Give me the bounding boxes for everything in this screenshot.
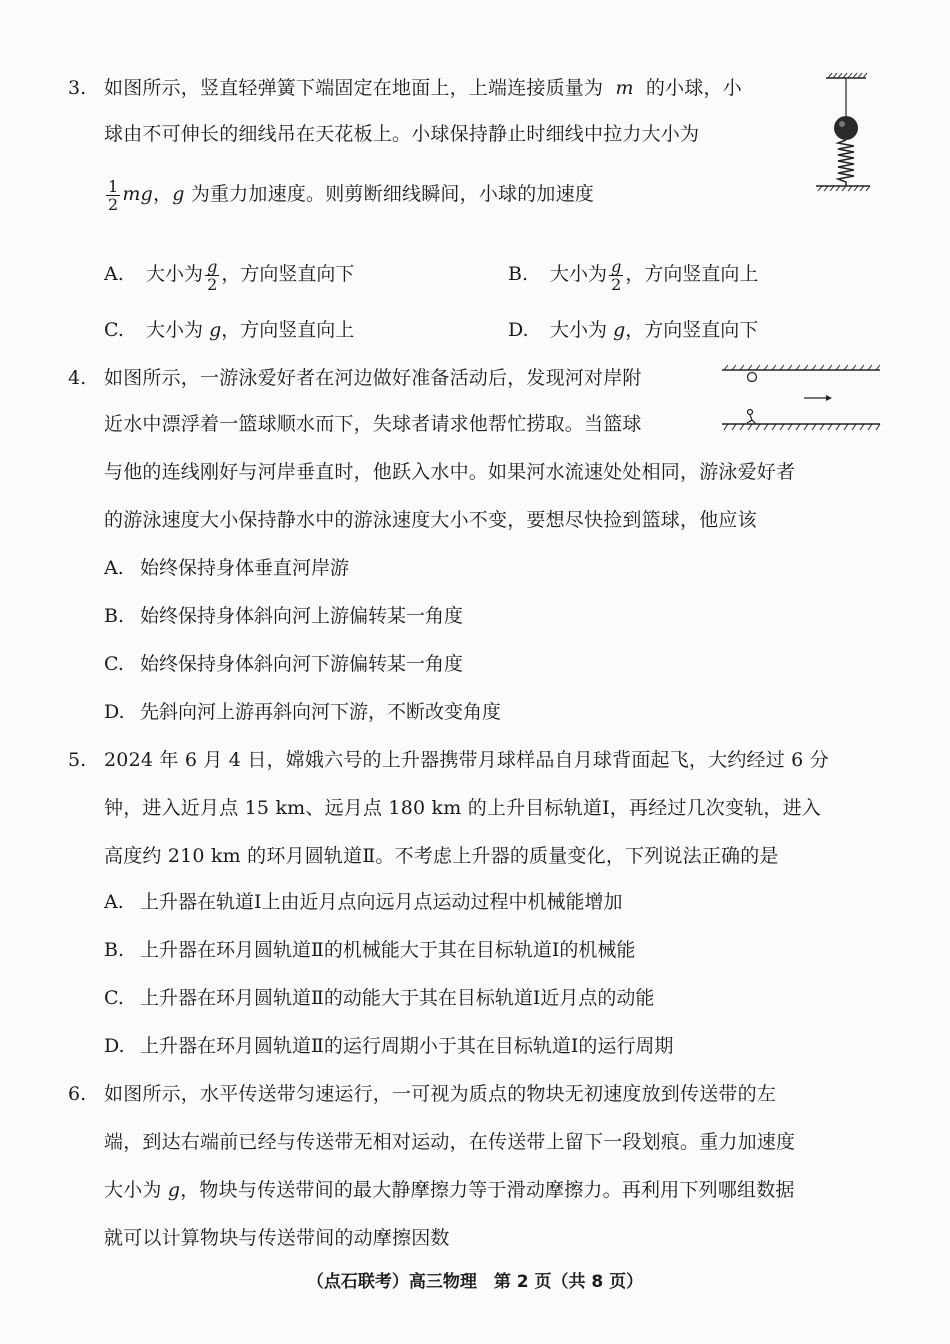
fraction-denominator: 2 bbox=[611, 274, 622, 294]
spring-ball-figure bbox=[812, 72, 872, 197]
option-text: 大小为 bbox=[550, 319, 608, 341]
text-segment: 如图所示，竖直轻弹簧下端固定在地面上，上端连接质量为 bbox=[104, 77, 604, 99]
option-d[interactable] bbox=[104, 1034, 673, 1058]
option-text: ，方向竖直向下 bbox=[625, 319, 759, 341]
variable-g: g bbox=[209, 319, 222, 341]
option-label: B. bbox=[508, 263, 529, 285]
option-d[interactable] bbox=[104, 700, 501, 724]
question-text-line: 就可以计算物块与传送带间的动摩擦因数 bbox=[104, 1227, 450, 1249]
question-text-line: $\frac{1}{2}$ mg，g 为重力加速度。则剪断细线瞬间，小球的加速度 bbox=[108, 176, 595, 214]
fraction-g-over-2 bbox=[609, 258, 623, 293]
option-a[interactable] bbox=[104, 890, 623, 914]
option-label: B. bbox=[104, 605, 125, 627]
question-text-line: 2024 年 6 月 4 日，嫦娥六号的上升器携带月球样品自月球背面起飞，大约经过 6 分 bbox=[104, 749, 829, 771]
question-text-line: 端，到达右端前已经与传送带无相对运动，在传送带上留下一段划痕。重力加速度 bbox=[104, 1131, 796, 1153]
swimmer-icon bbox=[747, 410, 756, 425]
page-footer: （点石联考）高三物理 第 2 页（共 8 页） bbox=[306, 1272, 644, 1292]
option-label: B. bbox=[104, 939, 125, 961]
question-text-line: 近水中漂浮着一篮球顺水而下，失球者请求他帮忙捞取。当篮球 bbox=[104, 413, 642, 435]
option-label: D. bbox=[104, 701, 125, 723]
question-text-line bbox=[104, 76, 742, 100]
option-label: C. bbox=[104, 653, 124, 675]
option-a[interactable] bbox=[104, 556, 349, 580]
option-text: 上升器在环月圆轨道Ⅱ的机械能大于其在目标轨道Ⅰ的机械能 bbox=[140, 939, 636, 961]
question-text-line: 如图所示，水平传送带匀速运行，一可视为质点的物块无初速度放到传送带的左 bbox=[104, 1083, 777, 1105]
option-text: ，方向竖直向上 bbox=[221, 319, 355, 341]
option-text: 先斜向河上游再斜向河下游，不断改变角度 bbox=[140, 701, 502, 723]
question-text-line: 的游泳速度大小保持静水中的游泳速度大小不变，要想尽快捡到篮球，他应该 bbox=[104, 509, 757, 531]
text-segment: 大小为 bbox=[104, 1179, 162, 1201]
option-text: 始终保持身体斜向河上游偏转某一角度 bbox=[140, 605, 464, 627]
question-number: 5. bbox=[68, 749, 87, 771]
option-b[interactable] bbox=[104, 604, 463, 628]
question-text-line: 钟，进入近月点 15 km、远月点 180 km 的上升目标轨道Ⅰ，再经过几次变轨，进入 bbox=[104, 797, 822, 819]
question-text-line: 球由不可伸长的细线吊在天花板上。小球保持静止时细线中拉力大小为 bbox=[104, 123, 700, 145]
option-c[interactable] bbox=[104, 318, 354, 342]
option-text: ，方向竖直向下 bbox=[221, 263, 355, 285]
option-text: 始终保持身体斜向河下游偏转某一角度 bbox=[140, 653, 464, 675]
fraction-numerator: g bbox=[207, 256, 218, 276]
option-label: A. bbox=[104, 263, 124, 285]
option-d[interactable] bbox=[508, 318, 758, 342]
text-segment: 的小球，小 bbox=[645, 77, 742, 99]
option-text: 大小为 bbox=[146, 319, 204, 341]
variable-g: g bbox=[172, 183, 185, 205]
text-segment: 为重力加速度。则剪断细线瞬间，小球的加速度 bbox=[190, 183, 595, 205]
option-text: 大小为 bbox=[550, 263, 608, 285]
question-text-line: 与他的连线刚好与河岸垂直时，他跃入水中。如果河水流速处处相同，游泳爱好者 bbox=[104, 461, 796, 483]
option-label: D. bbox=[104, 1035, 125, 1057]
fraction-denominator: 2 bbox=[108, 194, 119, 214]
option-text: 大小为 bbox=[146, 263, 204, 285]
basketball-icon bbox=[748, 373, 757, 382]
option-label: C. bbox=[104, 319, 124, 341]
option-b[interactable] bbox=[508, 257, 758, 293]
text-segment: ，物块与传送带间的最大静摩擦力等于滑动摩擦力。再利用下列哪组数据 bbox=[180, 1179, 795, 1201]
option-c[interactable] bbox=[104, 986, 654, 1010]
option-a[interactable] bbox=[104, 257, 354, 293]
fraction-numerator: g bbox=[611, 256, 622, 276]
fraction-half bbox=[106, 178, 120, 213]
option-label: A. bbox=[104, 891, 124, 913]
option-text: 上升器在环月圆轨道Ⅱ的动能大于其在目标轨道Ⅰ近月点的动能 bbox=[140, 987, 655, 1009]
question-number: 3. bbox=[68, 77, 87, 99]
question-text-line bbox=[104, 1178, 795, 1202]
option-b[interactable] bbox=[104, 938, 635, 962]
variable-g: g bbox=[613, 319, 626, 341]
river-figure bbox=[720, 362, 882, 432]
option-label: D. bbox=[508, 319, 529, 341]
option-text: 始终保持身体垂直河岸游 bbox=[140, 557, 350, 579]
variable-m: m bbox=[615, 77, 634, 99]
question-number: 6. bbox=[68, 1083, 87, 1105]
fraction-numerator: 1 bbox=[108, 176, 119, 196]
option-text: 上升器在轨道Ⅰ上由近月点向远月点运动过程中机械能增加 bbox=[140, 891, 623, 913]
variable-g: g bbox=[167, 1179, 181, 1201]
question-text-line: 如图所示，一游泳爱好者在河边做好准备活动后，发现河对岸附 bbox=[104, 367, 642, 389]
option-label: C. bbox=[104, 987, 124, 1009]
option-text: 上升器在环月圆轨道Ⅱ的运行周期小于其在目标轨道Ⅰ的运行周期 bbox=[140, 1035, 674, 1057]
option-label: A. bbox=[104, 557, 124, 579]
option-c[interactable] bbox=[104, 652, 463, 676]
option-text: ，方向竖直向上 bbox=[625, 263, 759, 285]
question-text-line: 高度约 210 km 的环月圆轨道Ⅱ。不考虑上升器的质量变化，下列说法正确的是 bbox=[104, 845, 779, 867]
question-number: 4. bbox=[68, 367, 87, 389]
fraction-g-over-2 bbox=[205, 258, 219, 293]
variable-mg: mg bbox=[122, 183, 153, 205]
fraction-denominator: 2 bbox=[207, 274, 218, 294]
